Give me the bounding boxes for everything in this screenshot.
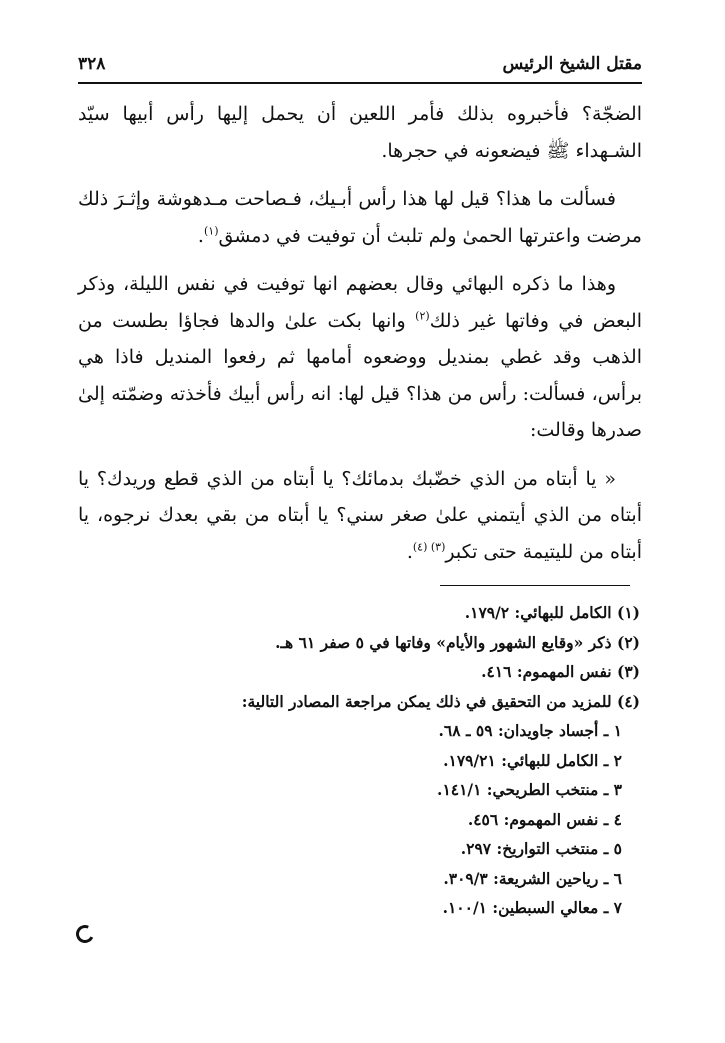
header-rule	[78, 82, 642, 84]
footnote: (٢) ذكر «وقايع الشهور والأيام» وفاتها في ٥ صفر ٦١ هـ.	[275, 632, 640, 652]
body-text	[78, 96, 642, 582]
footnote: (١) الكامل للبهائي: ١٧٩/٢.	[464, 603, 640, 622]
running-header	[78, 50, 642, 84]
source-item: ١ ـ أجساد جاويدان: ٥٩ ـ ٦٨.	[438, 721, 622, 740]
footnotes	[78, 598, 640, 923]
source-item: ٤ ـ نفس المهموم: ٤٥٦.	[467, 809, 622, 829]
scan-mark-icon	[73, 922, 96, 945]
footnote: (٣) نفس المهموم: ٤١٦.	[481, 662, 640, 681]
source-item: ٥ ـ منتخب التواريخ: ٢٩٧.	[460, 839, 622, 858]
footnote: (٤) للمزيد من التحقيق في ذلك يمكن مراجعة المصادر التالية:	[241, 691, 640, 711]
header-title: مقتل الشيخ الرئيس	[502, 54, 642, 74]
footnote-rule	[440, 585, 630, 586]
source-item: ٧ ـ معالي السبطين: ١٠٠/١.	[442, 898, 622, 917]
paragraph: وهذا ما ذكره البهائي وقال بعضهم انها توفيت في نفس الليلة، وذكر البعض في وفاتها غير ذلك$^{(٢)}$ وانها بكت علىٰ والدها فجاؤا بطست من الذهب وقد غطي بمنديل ووضعوه أمامها ثم رفعوا المنديل فاذا هي برأس، فسألت: رأس من هذا؟ قيل لها: انه رأس أبيك فأخذته وضمّته إلىٰ صدرها وقالت:	[78, 273, 642, 441]
paragraph: « يا أبتاه من الذي خضّبك بدمائك؟ يا أبتاه من الذي قطع وريدك؟ يا أبتاه من الذي أيتمني علىٰ صغر سني؟ يا أبتاه من بقي بعدك نرجوه، يا أبتاه من لليتيمة حتى تكبر$^{(٣) (٤)}$.	[78, 467, 642, 563]
source-item: ٢ ـ الكامل للبهائي: ١٧٩/٢١.	[443, 750, 622, 770]
source-item: ٦ ـ رياحين الشريعة: ٣٠٩/٣.	[443, 868, 622, 888]
source-item: ٣ ـ منتخب الطريحي: ١٤١/١.	[437, 780, 622, 799]
page-number: ٣٢٨	[78, 54, 106, 74]
source-list	[78, 716, 640, 923]
footnote-ref: (٢)	[415, 309, 430, 323]
paragraph: الضجّة؟ فأخبروه بذلك فأمر اللعين أن يحمل إليها رأس أبيها سيّد الشـهداء ﷺ فيضعونه في حجرها.	[78, 103, 642, 162]
footnote-ref: (١)	[203, 224, 219, 238]
paragraph: فسألت ما هذا؟ قيل لها هذا رأس أبـيك، فـصاحت مـدهوشة وإثـرَ ذلك مرضت واعترتها الحمىٰ ولم تلبث أن توفيت في دمشق$^{(١)}$.	[78, 188, 642, 247]
footnote-ref: (٣) (٤)	[412, 540, 446, 554]
